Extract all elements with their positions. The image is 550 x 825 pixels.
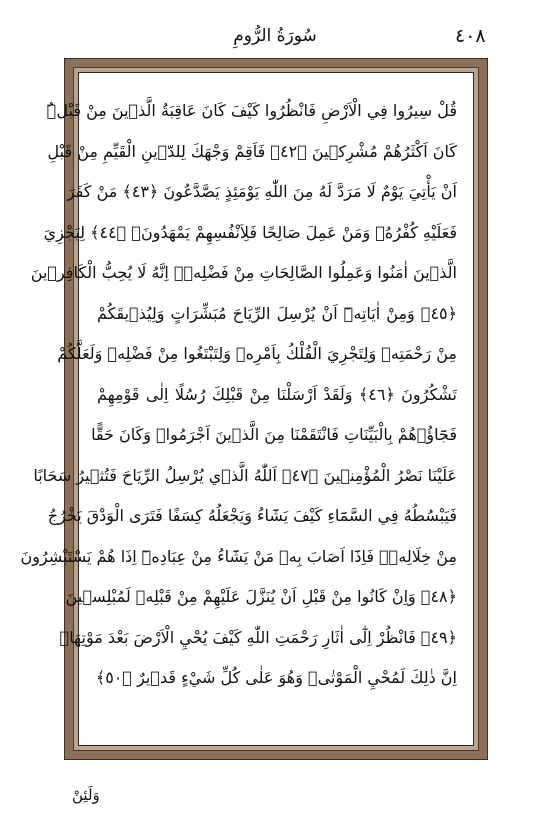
verse-line-9: فَجَٓاؤُ۫هُمْ بِالْبَيِّنَاتِ فَانْتَقَمْنَا مِنَ الَّذ۪ينَ اَجْرَمُواۜ وَكَانَ حَقًّا [91, 425, 457, 444]
catchword: وَلَئِنْ [72, 786, 100, 804]
verse-line-7: مِنْ رَحْمَتِه۪ وَلِتَجْرِيَ الْفُلْكُ بِاَمْرِه۪ وَلِتَبْتَغُوا مِنْ فَضْلِه۪ وَلَعَلَّكُمْ [57, 344, 457, 363]
verse-line-13: ﴿٤٨﴾ وَاِنْ كَانُوا مِنْ قَبْلِ اَنْ يُنَزَّلَ عَلَيْهِمْ مِنْ قَبْلِه۪ لَمُبْلِس۪ينَ [65, 587, 457, 606]
verse-line-3: اَنْ يَأْتِيَ يَوْمٌ لَا مَرَدَّ لَهُ مِنَ اللّٰهِ يَوْمَئِذٍ يَصَّدَّعُونَ ﴿٤٣﴾ مَنْ كَفَرَ [66, 182, 457, 201]
verse-line-11: فَيَبْسُطُهُ فِي السَّمَٓاءِ كَيْفَ يَشَٓاءُ وَيَجْعَلُهُ كِسَفًا فَتَرَى الْوَدْقَ يَخْرُجُ [47, 506, 457, 525]
verse-line-6: ﴿٤٥﴾ وَمِنْ اٰيَاتِه۪ٓ اَنْ يُرْسِلَ الرِّيَاحَ مُبَشِّرَاتٍ وَلِيُذ۪يقَكُمْ [97, 303, 457, 323]
verse-line-2: كَانَ اَكْثَرُهُمْ مُشْرِك۪ينَ ﴿٤٢﴾ فَاَقِمْ وَجْهَكَ لِلدّ۪ينِ الْقَيِّمِ مِنْ قَبْلِ [47, 141, 457, 161]
verse-line-12: مِنْ خِلَالِه۪ۚ فَاِذَٓا اَصَابَ بِه۪ مَنْ يَشَٓاءُ مِنْ عِبَادِه۪ٓ اِذَا هُمْ يَسْتَبْشِرُونَ [20, 546, 457, 566]
verse-line-5: الَّذ۪ينَ اٰمَنُوا وَعَمِلُوا الصَّالِحَاتِ مِنْ فَضْلِه۪ۜ اِنَّهُ لَا يُحِبُّ الْكَافِر۪ينَ [30, 263, 457, 282]
page-frame [20, 58, 488, 760]
verse-line-14: ﴿٤٩﴾ فَانْظُرْ اِلٰٓى اٰثَارِ رَحْمَتِ اللّٰهِ كَيْفَ يُحْيِ الْاَرْضَ بَعْدَ مَوْتِهَاۜ [59, 627, 457, 647]
verse-line-8: تَشْكُرُونَ ﴿٤٦﴾ وَلَقَدْ اَرْسَلْنَا مِنْ قَبْلِكَ رُسُلًا اِلٰى قَوْمِهِمْ [97, 384, 458, 404]
verse-text-body [20, 91, 458, 737]
text-panel [20, 72, 474, 746]
verse-line-15: اِنَّ ذٰلِكَ لَمُحْيِ الْمَوْتٰىۚ وَهُوَ عَلٰى كُلِّ شَيْءٍ قَد۪يرٌ ﴿٥٠﴾ [95, 668, 457, 687]
verse-line-10: عَلَيْنَا نَصْرُ الْمُؤْمِن۪ينَ ﴿٤٧﴾ اَللّٰهُ الَّذ۪ي يُرْسِلُ الرِّيَاحَ فَتُث۪يرُ سَحَابًا [33, 465, 457, 485]
verse-line-4: فَعَلَيْهِ كُفْرُهُۚ وَمَنْ عَمِلَ صَالِحًا فَلِاَنْفُسِهِمْ يَمْهَدُونَۙ ﴿٤٤﴾ لِيَجْزِيَ [43, 222, 457, 242]
surah-title: سُورَةُ الرُّومِ [233, 26, 317, 46]
verse-line-1: قُلْ سِيرُوا فِي الْاَرْضِ فَانْظُرُوا كَيْفَ كَانَ عَاقِبَةُ الَّذ۪ينَ مِنْ قَبْلُۜ [46, 101, 457, 120]
frame-border [20, 67, 479, 751]
page-number: ٤٠٨ [455, 25, 486, 47]
